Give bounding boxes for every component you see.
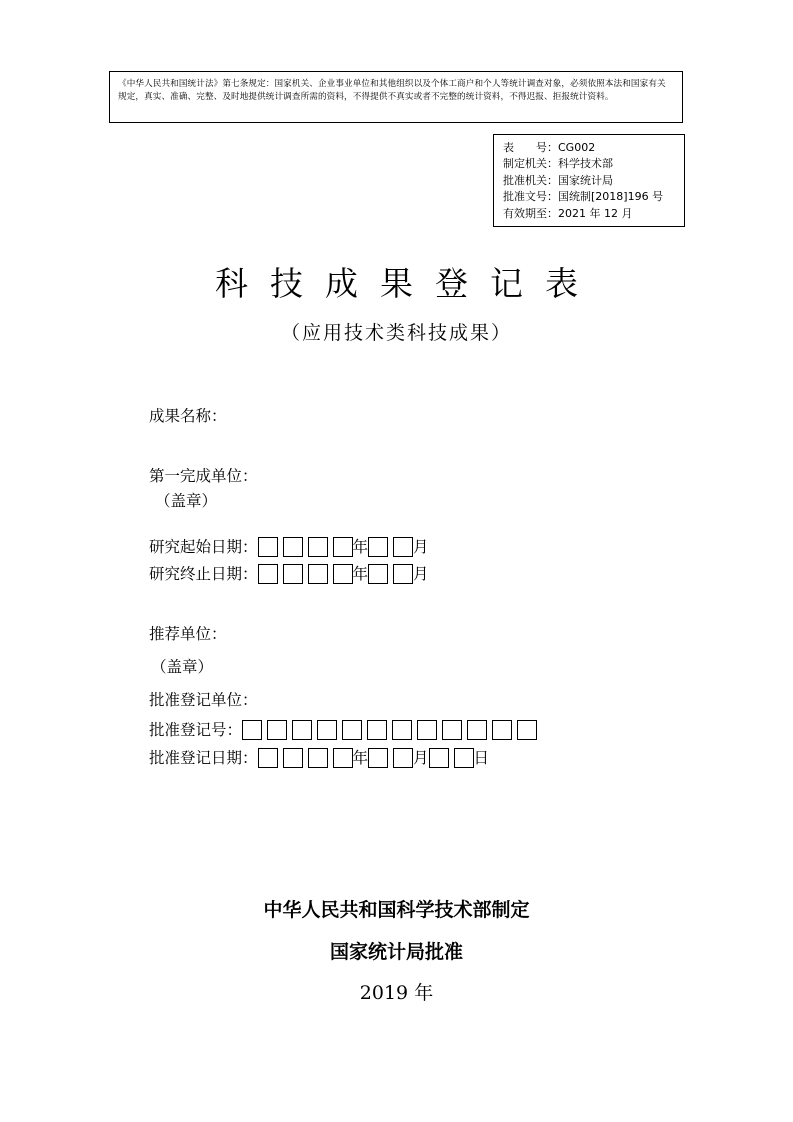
approve-month-box-2[interactable] [393,748,413,768]
meta-row-valid-until: 有效期至：2021 年 12 月 [503,206,633,220]
approve-no-box[interactable] [392,720,412,740]
end-date-row [149,562,429,584]
approve-no-box[interactable] [317,720,337,740]
end-year-box-2[interactable] [283,564,303,584]
approve-no-box[interactable] [242,720,262,740]
approve-no-box[interactable] [342,720,362,740]
approve-no-box[interactable] [267,720,287,740]
start-year-box-3[interactable] [308,537,328,557]
approve-unit-label: 批准登记单位： [149,691,258,709]
approve-date-row [149,746,489,768]
approve-no-box[interactable] [292,720,312,740]
day-unit: 日 [473,749,490,767]
meta-row-approver: 批准机关：国家统计局 [503,173,613,187]
footer-approver: 国家统计局批准 [329,941,463,963]
start-month-box-1[interactable] [368,537,388,557]
approve-day-box-1[interactable] [429,748,449,768]
approve-day-box-2[interactable] [454,748,474,768]
seal-note: （盖章） [151,658,214,676]
page-subtitle: （应用技术类科技成果） [280,322,512,344]
footer-issuer: 中华人民共和国科学技术部制定 [263,899,530,921]
approve-date-label: 批准登记日期： [149,749,258,767]
meta-row-approval-no: 批准文号：国统制[2018]196 号 [503,190,664,204]
approve-no-box[interactable] [417,720,437,740]
month-unit: 月 [413,749,429,767]
approve-no-boxes [242,720,542,740]
approve-no-box[interactable] [467,720,487,740]
approve-no-label: 批准登记号： [149,721,243,739]
month-unit: 月 [413,538,429,556]
end-date-label: 研究终止日期： [149,565,258,583]
approve-year-box-4[interactable] [333,748,353,768]
approve-no-box[interactable] [442,720,462,740]
result-name-label: 成果名称： [149,407,227,425]
start-year-box-1[interactable] [258,537,278,557]
end-month-box-2[interactable] [393,564,413,584]
year-unit: 年 [352,538,369,556]
meta-row-issuer: 制定机关：科学技术部 [503,157,613,171]
start-date-label: 研究起始日期： [149,538,258,556]
statistics-law-notice: 《中华人民共和国统计法》第七条规定：国家机关、企业事业单位和其他组织以及个体工商户和个人等统计调查对象，必须依照本法和国家有关规定，真实、准确、完整、及时地提供统计调查所需的资料，不得提供不真实或者不完整的统计资料，不得迟报、拒报统计资料。 [109,71,683,123]
start-year-box-4[interactable] [333,537,353,557]
approve-year-box-2[interactable] [283,748,303,768]
footer-year: 2019 年 [359,982,434,1004]
end-year-box-1[interactable] [258,564,278,584]
form-metadata-box [493,134,685,227]
approve-no-box[interactable] [517,720,537,740]
approve-no-row [149,718,542,740]
approve-no-box[interactable] [367,720,387,740]
end-year-box-3[interactable] [308,564,328,584]
recommend-unit-label: 推荐单位： [149,625,227,643]
seal-note: （盖章） [155,492,218,510]
month-unit: 月 [413,565,429,583]
approve-year-box-3[interactable] [308,748,328,768]
year-unit: 年 [352,749,369,767]
end-month-box-1[interactable] [368,564,388,584]
approve-no-box[interactable] [492,720,512,740]
first-unit-label: 第一完成单位： [149,467,258,485]
start-date-row [149,535,429,557]
approve-year-box-1[interactable] [258,748,278,768]
year-unit: 年 [352,565,369,583]
end-year-box-4[interactable] [333,564,353,584]
page-title: 科技成果登记表 [215,264,600,303]
approve-month-box-1[interactable] [368,748,388,768]
start-year-box-2[interactable] [283,537,303,557]
meta-row-form-no: 表 号：CG002 [503,141,596,154]
start-month-box-2[interactable] [393,537,413,557]
